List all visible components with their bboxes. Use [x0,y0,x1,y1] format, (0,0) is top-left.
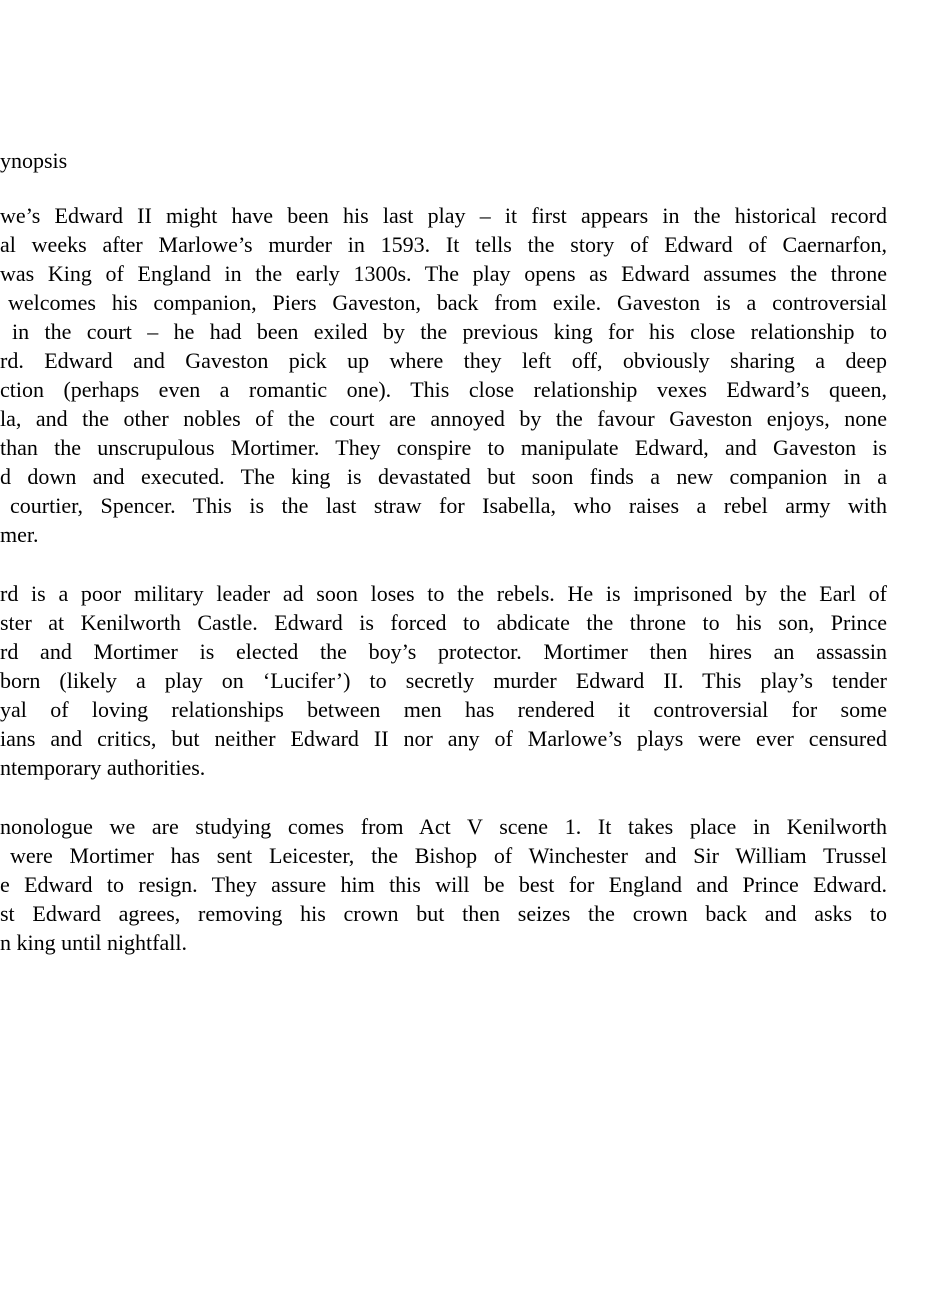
text-line: al weeks after Marlowe’s murder in 1593. It tells the story of Edward of Caernarfon, [0,232,887,257]
text-line: la, and the other nobles of the court are annoyed by the favour Gaveston enjoys, none [0,406,887,431]
text-line: rd. Edward and Gaveston pick up where they left off, obviously sharing a deep [0,348,887,373]
paragraph-1 [0,201,887,549]
text-line: ntemporary authorities. [0,755,206,780]
paragraph-2 [0,579,887,782]
text-line: mer. [0,522,39,547]
text-line: courtier, Spencer. This is the last straw for Isabella, who raises a rebel army with [10,493,887,518]
text-line: n king until nightfall. [0,930,187,955]
text-line: born (likely a play on ‘Lucifer’) to secretly murder Edward II. This play’s tender [0,668,887,693]
section-heading: ynopsis [0,148,68,173]
text-line: were Mortimer has sent Leicester, the Bishop of Winchester and Sir William Trussel [10,843,887,868]
text-line: in the court – he had been exiled by the previous king for his close relationship to [12,319,887,344]
text-line: than the unscrupulous Mortimer. They conspire to manipulate Edward, and Gaveston is [0,435,887,460]
text-line: nonologue we are studying comes from Act V scene 1. It takes place in Kenilworth [0,814,887,839]
text-line: welcomes his companion, Piers Gaveston, back from exile. Gaveston is a controversial [8,290,887,315]
text-line: ians and critics, but neither Edward II nor any of Marlowe’s plays were ever censured [0,726,887,751]
text-line: rd is a poor military leader ad soon loses to the rebels. He is imprisoned by the Earl of [0,581,887,606]
text-line: yal of loving relationships between men has rendered it controversial for some [0,697,887,722]
text-line: ction (perhaps even a romantic one). This close relationship vexes Edward’s queen, [0,377,887,402]
text-line: ster at Kenilworth Castle. Edward is forced to abdicate the throne to his son, Prince [0,610,887,635]
text-line: rd and Mortimer is elected the boy’s protector. Mortimer then hires an assassin [0,639,887,664]
paragraph-3 [0,812,887,957]
text-line: d down and executed. The king is devastated but soon finds a new companion in a [0,464,887,489]
text-line: st Edward agrees, removing his crown but then seizes the crown back and asks to [0,901,887,926]
text-line: was King of England in the early 1300s. The play opens as Edward assumes the throne [0,261,887,286]
text-line: we’s Edward II might have been his last play – it first appears in the historical record [0,203,887,228]
text-line: e Edward to resign. They assure him this will be best for England and Prince Edward. [0,872,887,897]
